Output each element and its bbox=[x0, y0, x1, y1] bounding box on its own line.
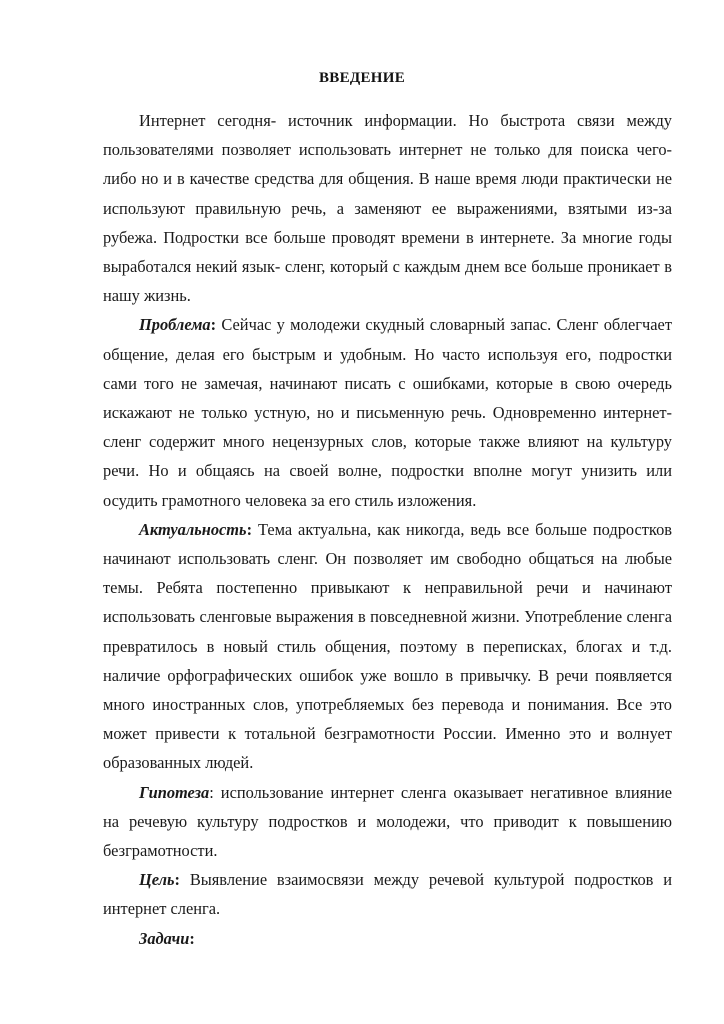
intro-paragraph bbox=[103, 106, 672, 310]
goal-paragraph bbox=[103, 865, 672, 923]
problem-paragraph bbox=[103, 310, 672, 514]
relevance-paragraph bbox=[103, 515, 672, 778]
goal-text: Выявление взаимосвязи между речевой культурой подростков и интернет сленга. bbox=[103, 870, 672, 919]
relevance-text: Тема актуальна, как никогда, ведь все больше подростков начинают использовать сленг. Он позволяет им свободно общаться на любые темы. Ребята постепенно привыкают к неправильной речи и начинают использовать сленговые выражения в повседневной жизни. Употребление сленга превратилось в новый стиль общения, поэтому в переписках, блогах и т.д. наличие орфографических ошибок уже вошло в привычку. В речи появляется много иностранных слов, употребляемых без перевода и понимания. Все это может привести к тотальной безграмотности России. Именно это и волнует образованных людей. bbox=[103, 519, 672, 773]
tasks-paragraph bbox=[103, 924, 672, 953]
relevance-colon: : bbox=[246, 519, 253, 539]
problem-text: Сейчас у молодежи скудный словарный запас. Сленг облегчает общение, делая его быстрым и удобным. Но часто используя его, подростки сами того не замечая, начинают писать с ошибками, которые в свою очередь искажают не только устную, но и письменную речь. Одновременно интернет-сленг содержит много нецензурных слов, которые также влияют на культуру речи. Но и общаясь на своей волне, подростки вполне могут унизить или осудить грамотного человека за его стиль изложения. bbox=[103, 315, 672, 510]
hypothesis-label: Гипотеза bbox=[139, 782, 210, 802]
tasks-label: Задачи bbox=[139, 928, 190, 948]
hypothesis-text: использование интернет сленга оказывает негативное влияние на речевую культуру подростков и молодежи, что приводит к повышению безграмотности. bbox=[103, 782, 672, 861]
hypothesis-colon: : bbox=[209, 782, 214, 802]
goal-label: Цель bbox=[139, 870, 175, 890]
problem-colon: : bbox=[210, 315, 217, 335]
problem-label: Проблема bbox=[139, 315, 211, 335]
relevance-label: Актуальность bbox=[139, 519, 247, 539]
goal-colon: : bbox=[174, 870, 180, 890]
intro-text: Интернет сегодня- источник информации. Но быстрота связи между пользователями позволяет использовать интернет не только для поиска чего-либо но и в качестве средства для общения. В наше время люди практически не используют правильную речь, а заменяют ее выражениями, взятыми из-за рубежа. Подростки все больше проводят времени в интернете. За многие годы выработался некий язык- сленг, который с каждым днем все больше проникает в нашу жизнь. bbox=[103, 111, 672, 306]
page-title: ВВЕДЕНИЕ bbox=[318, 70, 406, 86]
hypothesis-paragraph bbox=[103, 778, 672, 866]
document-body bbox=[103, 106, 672, 953]
tasks-colon: : bbox=[189, 928, 195, 948]
